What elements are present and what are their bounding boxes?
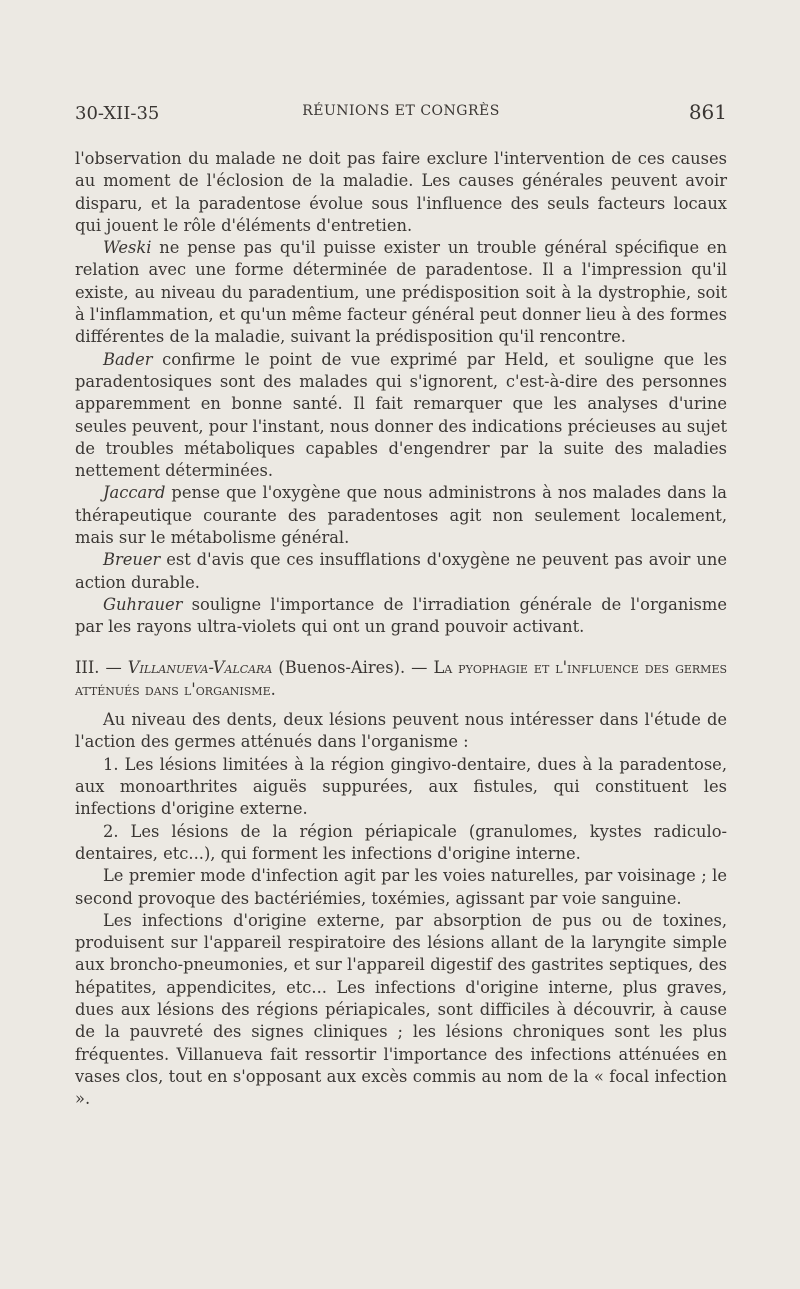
speaker-name: Guhrauer — [103, 594, 183, 614]
paragraph: Le premier mode d'infection agit par les voies naturelles, par voisinage ; le second provoque des bactériémies, toxémies, agissant par voie sanguine. — [75, 866, 727, 908]
page-number: 861 — [688, 100, 727, 124]
section-heading — [75, 657, 727, 702]
section-author: Villanueva-Valcara — [127, 657, 273, 677]
section-number: III. — — [75, 657, 128, 677]
paragraph — [75, 594, 727, 639]
section-title: La pyophagie et l'influence des germes atténués dans l'organisme. — [75, 657, 728, 699]
paragraph — [75, 349, 727, 483]
speaker-name: Bader — [103, 349, 153, 369]
speaker-name: Weski — [103, 238, 152, 258]
header-section: RÉUNIONS ET CONGRÈS — [302, 103, 500, 119]
paragraph — [75, 237, 727, 348]
paragraph — [75, 482, 727, 549]
paragraph: 2. Les lésions de la région périapicale (granulomes, kystes radiculo-dentaires, etc...), qui forment les infections d'origine interne. — [75, 821, 727, 863]
paragraph — [75, 549, 727, 594]
running-header — [75, 100, 727, 126]
paragraph: l'observation du malade ne doit pas faire exclure l'intervention de ces causes au moment de l'éclosion de la maladie. Les causes générales peuvent avoir disparu, et la paradentose évolue sous l'influence des seuls facteurs locaux qui jouent le rôle d'éléments d'entretien. — [75, 149, 727, 235]
section-origin: (Buenos-Aires). — — [272, 657, 434, 677]
paragraph: Les infections d'origine externe, par absorption de pus ou de toxines, produisent sur l'appareil respiratoire des lésions allant de la laryngite simple aux broncho-pneumonies, et sur l'appareil digestif des gastrites septiques, des hépatites, appendicites, etc... Les infections d'origine interne, plus graves, dues aux lésions des régions périapicales, sont difficiles à découvrir, à cause de la pauvreté des signes cliniques ; les lésions chroniques sont les plus fréquentes. Villanueva fait ressortir l'importance des infections atténuées en vases clos, tout en s'opposant aux excès commis au nom de la « focal infection ». — [75, 910, 727, 1109]
paragraph-text: confirme le point de vue exprimé par Held, et souligne que les paradentosiques sont des malades qui s'ignorent, c'est-à-dire des personnes apparemment en bonne santé. Il fait remarquer que les analyses d'urine seules peuvent, pour l'instant, nous donner des indications précieuses au sujet de troubles métaboliques capables d'engendrer par la suite des maladies nettement déterminées. — [75, 349, 727, 481]
speaker-name: Jaccard — [103, 483, 166, 503]
paragraph-text: pense que l'oxygène que nous administrons à nos malades dans la thérapeutique courante des paradentoses agit non seulement localement, mais sur le métabolisme général. — [75, 483, 727, 548]
header-date: 30-XII-35 — [75, 103, 160, 124]
paragraph-text: ne pense pas qu'il puisse exister un trouble général spécifique en relation avec une forme déterminée de paradentose. Il a l'impression qu'il existe, au niveau du paradentium, une prédisposition soit à la dystrophie, soit à l'inflammation, et qu'un même facteur général peut donner lieu à des formes différentes de la maladie, suivant la prédisposition qu'il rencontre. — [75, 238, 727, 347]
page-body — [75, 148, 727, 1110]
paragraph-text: est d'avis que ces insufflations d'oxygène ne peuvent pas avoir une action durable. — [75, 550, 727, 592]
speaker-name: Breuer — [103, 550, 161, 570]
paragraph: Au niveau des dents, deux lésions peuvent nous intéresser dans l'étude de l'action des germes atténués dans l'organisme : — [75, 710, 727, 752]
paragraph-text: souligne l'importance de l'irradiation générale de l'organisme par les rayons ultra-violets qui ont un grand pouvoir activant. — [75, 594, 727, 637]
paragraph: 1. Les lésions limitées à la région gingivo-dentaire, dues à la paradentose, aux monoarthrites aiguës suppurées, aux fistules, qui constituent les infections d'origine externe. — [75, 754, 727, 819]
